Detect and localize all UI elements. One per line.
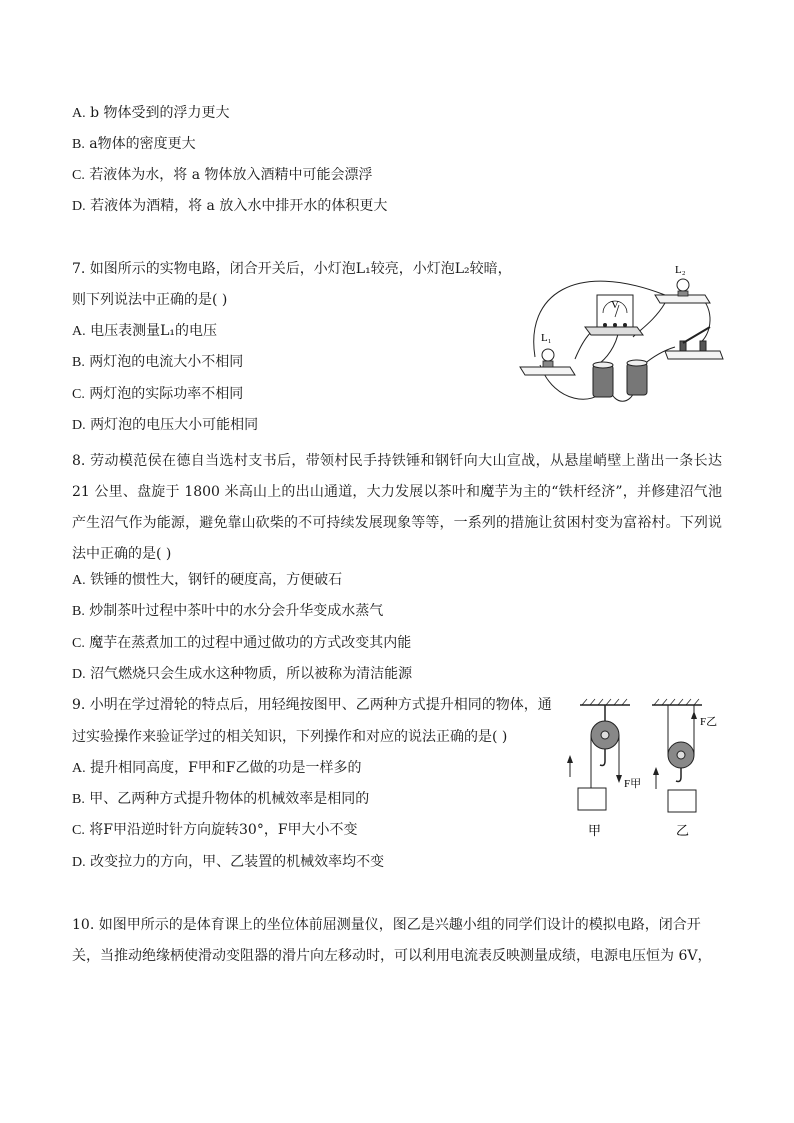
- q8-option-b: B. 炒制茶叶过程中茶叶中的水分会升华变成水蒸气: [72, 603, 384, 619]
- q10-stem-line2: 关，当推动绝缘柄使滑动变阻器的滑片向左移动时，可以利用电流表反映测量成绩，电源电压恒为 6V，: [72, 948, 712, 964]
- q9-stem-line1: 9. 小明在学过滑轮的特点后，用轻绳按图甲、乙两种方式提升相同的物体，通: [72, 697, 552, 713]
- q7-option-d: D. 两灯泡的电压大小可能相同: [72, 417, 259, 433]
- q6-option-b: B. a物体的密度更大: [72, 136, 196, 152]
- q7-option-b: B. 两灯泡的电流大小不相同: [72, 354, 244, 370]
- q6-option-a: A. b 物体受到的浮力更大: [72, 105, 230, 121]
- q9-option-b: B. 甲、乙两种方式提升物体的机械效率是相同的: [72, 791, 370, 807]
- q8-stem: 8. 劳动模范侯在德自当选村支书后，带领村民手持铁锤和钢钎向大山宣战，从悬崖峭壁上凿出一条长达 21 公里、盘旋于 1800 米高山上的出山通道，大力发展以茶叶和魔芋为主的“铁杆经济”，并修建沼气池产生沼气作为能源，避免靠山砍柴的不可持续发展现象等等，一系列的措施让贫困村变为富裕村。下列说法中正确的是( ): [72, 453, 722, 562]
- q7-stem-line2: 则下列说法中正确的是( ): [72, 292, 228, 308]
- q9-option-c: C. 将F甲沿逆时针方向旋转30°，F甲大小不变: [72, 822, 358, 838]
- q10-stem-line1: 10. 如图甲所示的是体育课上的坐位体前屈测量仪，图乙是兴趣小组的同学们设计的模拟电路，闭合开: [72, 917, 701, 933]
- q7-circuit-figure: [515, 255, 725, 415]
- q8-option-c: C. 魔芋在蒸煮加工的过程中通过做功的方式改变其内能: [72, 635, 412, 651]
- switch-icon: [665, 327, 723, 359]
- q9-option-d: D. 改变拉力的方向，甲、乙装置的机械效率均不变: [72, 854, 385, 870]
- voltmeter-symbol: V: [611, 299, 619, 311]
- l1-label: L₁: [541, 332, 552, 344]
- f-jia-label: F甲: [624, 778, 642, 790]
- f-yi-label: F乙: [700, 716, 718, 728]
- q8-option-a: A. 铁锤的惯性大，钢钎的硬度高，方便破石: [72, 572, 343, 588]
- q7-stem-line1: 7. 如图所示的实物电路，闭合开关后，小灯泡L₁较亮，小灯泡L₂较暗，: [72, 261, 512, 277]
- l2-label: L₂: [675, 264, 686, 276]
- label-yi: 乙: [676, 824, 690, 839]
- l2-bulb-icon: [655, 279, 710, 303]
- q9-pulley-figure: [560, 695, 730, 845]
- fixed-pulley-icon: [591, 705, 619, 795]
- movable-pulley-icon: [668, 705, 694, 782]
- q8-option-d: D. 沼气燃烧只会生成水这种物质，所以被称为清洁能源: [72, 666, 413, 682]
- q7-option-c: C. 两灯泡的实际功率不相同: [72, 386, 244, 402]
- battery-icon: [593, 360, 647, 397]
- q7-option-a: A. 电压表测量L₁的电压: [72, 323, 217, 339]
- q9-stem-line2: 过实验操作来验证学过的相关知识，下列操作和对应的说法正确的是( ): [72, 729, 508, 745]
- l1-bulb-icon: [520, 349, 575, 375]
- q9-option-a: A. 提升相同高度，F甲和F乙做的功是一样多的: [72, 760, 362, 776]
- label-jia: 甲: [588, 824, 602, 839]
- q6-option-d: D. 若液体为酒精，将 a 放入水中排开水的体积更大: [72, 198, 388, 214]
- q6-option-c: C. 若液体为水，将 a 物体放入酒精中可能会漂浮: [72, 167, 373, 183]
